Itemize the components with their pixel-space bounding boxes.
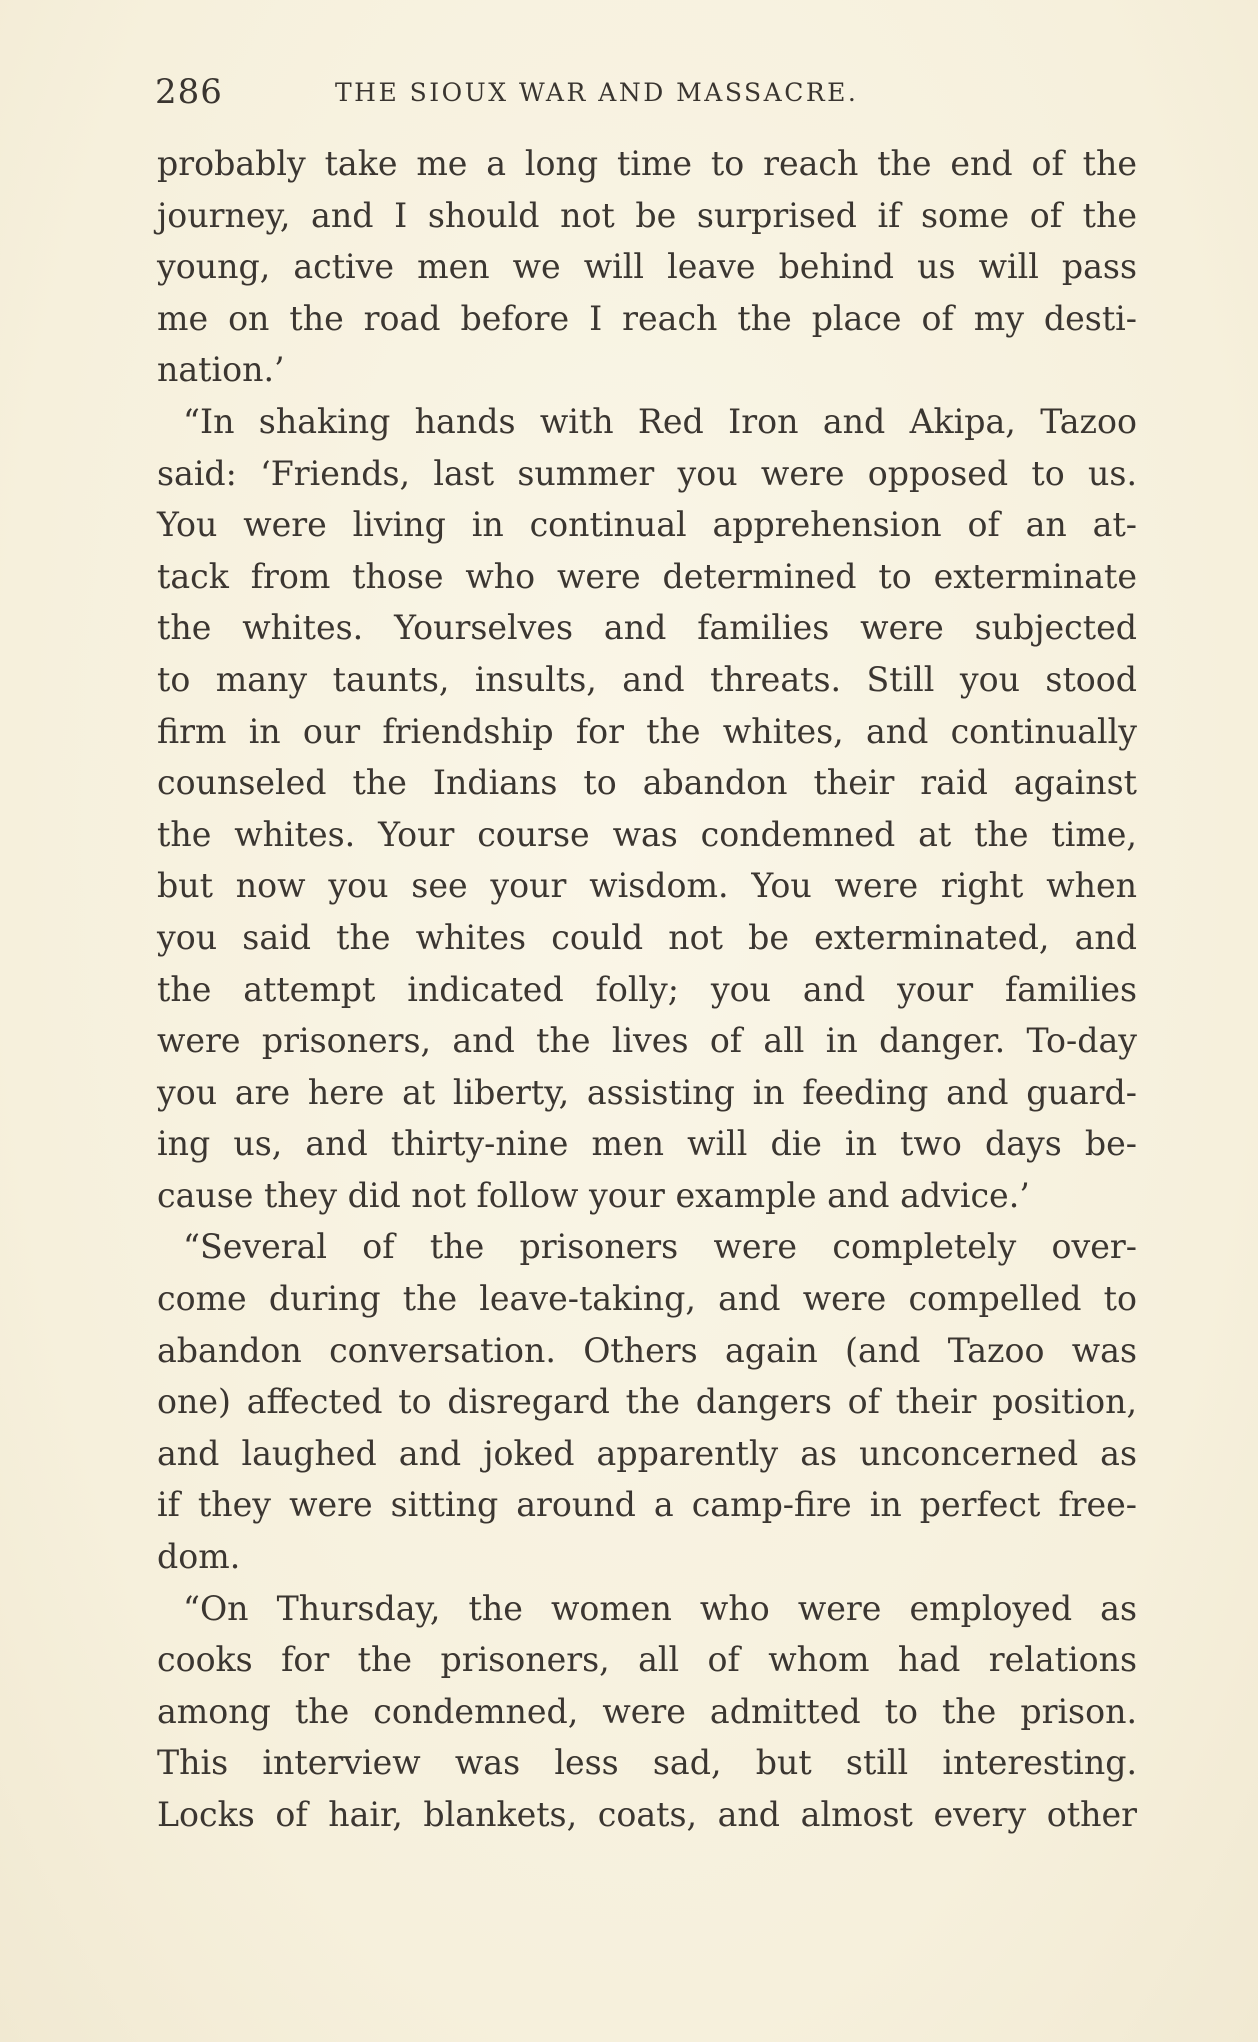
text-line: tack from those who were determined to exterminate [157, 556, 1137, 596]
text-line: cause they did not follow your example and advice.’ [157, 1175, 1030, 1215]
text-line: cooks for the prisoners, all of whom had relations [157, 1640, 1137, 1680]
text-line: nation.’ [157, 350, 285, 390]
text-line: counseled the Indians to abandon their raid against [157, 763, 1137, 803]
body-text [157, 138, 1137, 1841]
text-line: ing us, and thirty-nine men will die in two days be- [157, 1124, 1137, 1164]
text-line: were prisoners, and the lives of all in danger. To-day [157, 1021, 1137, 1061]
text-line: to many taunts, insults, and threats. Still you stood [157, 659, 1137, 699]
text-line: Locks of hair, blankets, coats, and almost every other [157, 1795, 1137, 1834]
text-line: “On Thursday, the women who were employed as [183, 1588, 1137, 1628]
text-line: You were living in continual apprehension of an at- [157, 505, 1137, 545]
text-line: one) affected to disregard the dangers of their position, [157, 1382, 1137, 1422]
text-line: probably take me a long time to reach the end of the [157, 144, 1137, 183]
text-line: said: ‘Friends, last summer you were opposed to us. [157, 453, 1137, 493]
text-line: This interview was less sad, but still interesting. [157, 1743, 1137, 1783]
text-line: me on the road before I reach the place of my desti- [157, 298, 1137, 338]
text-line: “In shaking hands with Red Iron and Akipa, Tazoo [183, 401, 1137, 441]
text-line: young, active men we will leave behind us will pass [157, 247, 1137, 287]
text-line: come during the leave-taking, and were compelled to [157, 1279, 1137, 1319]
text-line: if they were sitting around a camp-fire in perfect free- [157, 1485, 1137, 1525]
text-line: the whites. Your course was condemned at the time, [157, 814, 1137, 854]
text-line: the attempt indicated folly; you and your families [157, 969, 1137, 1009]
text-line: the whites. Yourselves and families were subjected [157, 608, 1137, 648]
text-line: firm in our friendship for the whites, and continually [157, 711, 1137, 751]
page-number: 286 [155, 72, 223, 112]
text-line: among the condemned, were admitted to the prison. [157, 1691, 1137, 1731]
text-line: “Several of the prisoners were completely over- [183, 1227, 1137, 1267]
text-line: abandon conversation. Others again (and Tazoo was [157, 1330, 1137, 1370]
text-line: but now you see your wisdom. You were right when [157, 866, 1137, 906]
text-line: you are here at liberty, assisting in feeding and guard- [157, 1072, 1137, 1112]
running-title: THE SIOUX WAR AND MASSACRE. [335, 78, 859, 107]
running-head [155, 72, 1115, 122]
text-line: and laughed and joked apparently as unconcerned as [157, 1433, 1137, 1473]
text-line: dom. [157, 1537, 241, 1577]
text-line: journey, and I should not be surprised if some of the [157, 195, 1137, 235]
text-line: you said the whites could not be exterminated, and [157, 917, 1137, 957]
